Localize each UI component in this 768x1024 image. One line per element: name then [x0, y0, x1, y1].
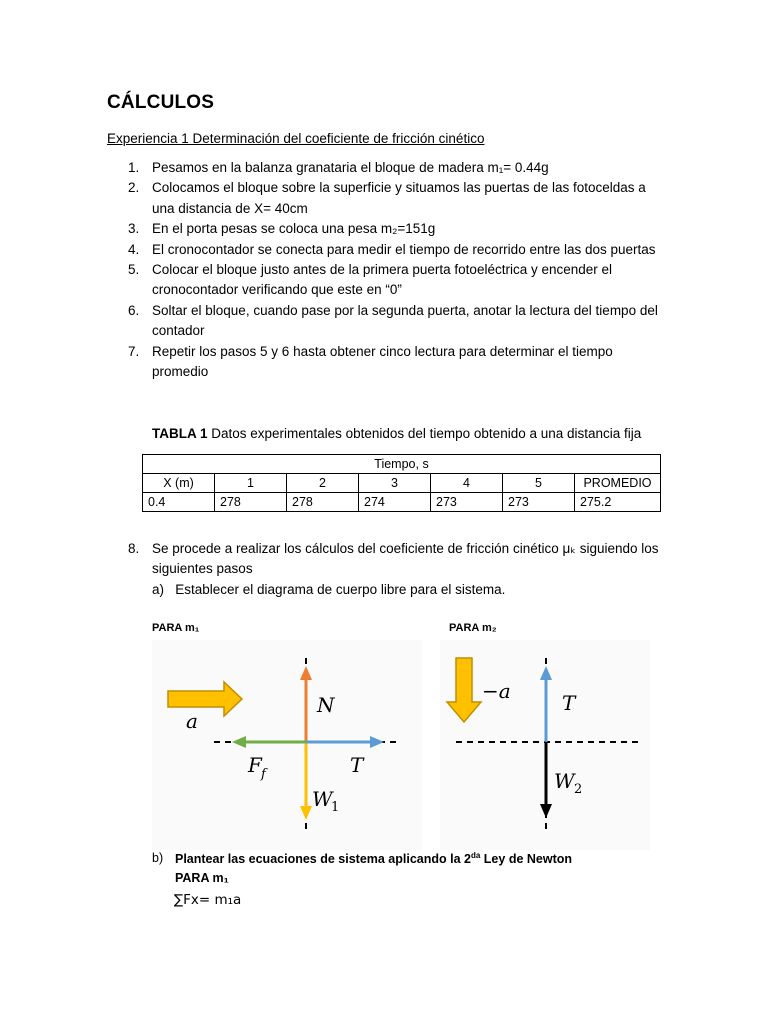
table-cell: 273 [431, 493, 503, 512]
list-item: 3. En el porta pesas se coloca una pesa m₂=151g [128, 221, 436, 237]
normal-force-label: N [317, 693, 335, 717]
table-group-header: Tiempo, s [143, 455, 661, 474]
step-8a-text: a) Establecer el diagrama de cuerpo libre para el sistema. [152, 582, 506, 597]
step-b-text: Plantear las ecuaciones de sistema aplicando la $2^{da}$ Ley de Newton [175, 851, 573, 867]
table-header-cell: 1 [215, 474, 287, 493]
step-b-para-label: PARA m₁ [175, 871, 229, 885]
step-8-number: 8. [128, 541, 140, 556]
table-cell: 278 [287, 493, 359, 512]
experience-title: Experiencia 1 Determinación del coeficiente de fricción cinético [107, 131, 485, 146]
table-caption-label: TABLA 1 [152, 426, 208, 441]
time-data-table [142, 454, 661, 512]
list-item: 5. Colocar el bloque justo antes de la primera puerta fotoeléctrica y encender el cronocontador verificando que este en “0” [128, 262, 613, 298]
table-header-cell: 3 [359, 474, 431, 493]
step-8-text: Se procede a realizar los cálculos del coeficiente de fricción cinético μₖ siguiendo los siguientes pasos [152, 541, 659, 577]
acceleration-label: a [186, 709, 198, 733]
table-cell: 278 [215, 493, 287, 512]
diagram-m2-label: PARA m₂ [449, 622, 497, 634]
table-caption [152, 426, 641, 441]
list-item: 2. Colocamos el bloque sobre la superficie y situamos las puertas de las fotoceldas a una distancia de X= 40cm [128, 180, 646, 216]
tension-label: T [350, 753, 364, 777]
weight-label: W [312, 787, 333, 811]
list-item: 1. Pesamos en la balanza granataria el bloque de madera m₁= 0.44g [128, 160, 549, 175]
table-row [143, 493, 661, 512]
table-cell: 273 [503, 493, 575, 512]
table-cell: 274 [359, 493, 431, 512]
diagram-m1-background [152, 640, 422, 850]
friction-force-label: F [248, 753, 262, 777]
list-item: 7. Repetir los pasos 5 y 6 hasta obtener cinco lectura para determinar el tiempo promedio [128, 343, 613, 380]
table-caption-text: Datos experimentales obtenidos del tiempo obtenido a una distancia fija [211, 426, 642, 441]
table-header-cell: 4 [431, 474, 503, 493]
tension-label: T [562, 691, 576, 715]
step-b-letter: b) [152, 851, 164, 865]
table-cell: 275.2 [575, 493, 661, 512]
table-header-cell: 2 [287, 474, 359, 493]
table-header-cell: X (m) [143, 474, 215, 493]
weight-subscript: 2 [574, 782, 583, 797]
weight-label: W [554, 769, 575, 793]
steps-list [107, 158, 667, 382]
page-heading: CÁLCULOS [107, 92, 215, 113]
weight-subscript: 1 [331, 800, 340, 815]
diagram-m1-label: PARA m₁ [152, 622, 200, 634]
table-header-row [143, 474, 661, 493]
free-body-diagram-m1 [152, 640, 422, 850]
table-header-cell: PROMEDIO [575, 474, 661, 493]
table-header-group-row [143, 455, 661, 474]
list-item: 4. El cronocontador se conecta para medir el tiempo de recorrido entre las dos puertas [128, 241, 656, 257]
acceleration-label: −a [482, 679, 511, 703]
friction-force-subscript: f [261, 767, 266, 782]
free-body-diagram-m2 [440, 640, 650, 850]
list-item: 6. Soltar el bloque, cuando pase por la segunda puerta, anotar la lectura del tiempo del contador [128, 302, 658, 339]
table-cell: 0.4 [143, 493, 215, 512]
table-header-cell: 5 [503, 474, 575, 493]
sum-fx-equation: ∑Fx= m₁a [174, 892, 242, 908]
